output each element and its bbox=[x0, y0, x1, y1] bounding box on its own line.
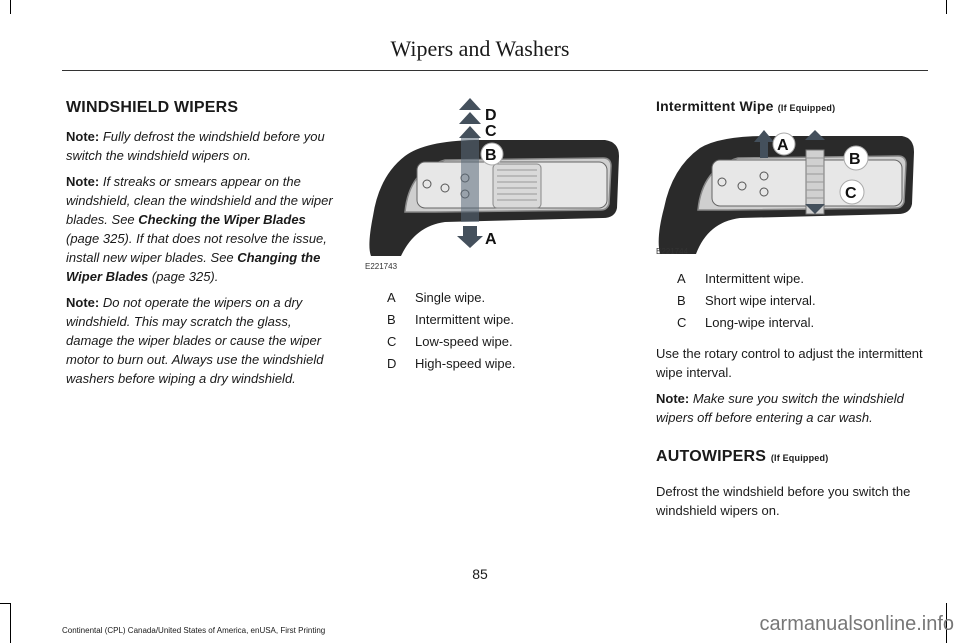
page-number: 85 bbox=[472, 566, 488, 582]
crop-mark bbox=[0, 603, 10, 604]
figure-code: E221744 bbox=[656, 247, 689, 256]
legend-row: A Single wipe. bbox=[387, 290, 486, 305]
section-heading: WINDSHIELD WIPERS bbox=[66, 99, 239, 116]
legend-row: C Long-wipe interval. bbox=[677, 315, 815, 330]
callout-a: A bbox=[485, 231, 497, 248]
callout-c: C bbox=[845, 185, 857, 202]
wiper-stalk-figure-2 bbox=[656, 128, 918, 258]
legend-row: D High-speed wipe. bbox=[387, 356, 516, 371]
callout-b: B bbox=[485, 147, 497, 164]
link-changing-wiper-blades[interactable]: Changing the Wiper Blades bbox=[66, 250, 321, 284]
figure2-legend bbox=[677, 271, 816, 337]
left-column bbox=[66, 98, 338, 395]
footer-text: Continental (CPL) Canada/United States of America, enUSA, First Printing bbox=[62, 626, 326, 635]
legend-row: B Short wipe interval. bbox=[677, 293, 816, 308]
callout-d: D bbox=[485, 107, 497, 124]
callout-a: A bbox=[777, 137, 789, 154]
note-3: Note: Do not operate the wipers on a dry windshield. This may scratch the glass, damage the wiper blades or cause the wiper motor to burn out. Always use the windshield washers before wiping a dry windshield. bbox=[66, 295, 324, 386]
crop-mark bbox=[10, 603, 11, 643]
legend-row: C Low-speed wipe. bbox=[387, 334, 513, 349]
intermittent-heading: Intermittent Wipe (If Equipped) bbox=[656, 98, 836, 114]
note-1: Note: Fully defrost the windshield before you switch the windshield wipers on. bbox=[66, 129, 325, 163]
rotary-paragraph: Use the rotary control to adjust the intermittent wipe interval. bbox=[656, 346, 923, 380]
legend-row: B Intermittent wipe. bbox=[387, 312, 514, 327]
link-checking-wiper-blades[interactable]: Checking the Wiper Blades bbox=[138, 212, 306, 227]
autowipers-paragraph: Defrost the windshield before you switch the windshield wipers on. bbox=[656, 484, 911, 518]
callout-c: C bbox=[485, 123, 497, 140]
right-column-text bbox=[656, 344, 928, 527]
figure1-legend bbox=[387, 290, 515, 378]
autowipers-heading: AUTOWIPERS (If Equipped) bbox=[656, 448, 829, 465]
note-2: Note: If streaks or smears appear on the windshield, clean the windshield and the wiper blades. See Checking the Wiper Blades (page 325). If that does not resolve the issue, install new wiper blades. See Changing the Wiper Blades (page 325). bbox=[66, 174, 333, 284]
page-title: Wipers and Washers bbox=[390, 36, 570, 61]
wiper-stalk-figure-1 bbox=[365, 96, 623, 272]
header-rule bbox=[62, 70, 928, 71]
crop-mark bbox=[10, 0, 11, 14]
note-car-wash: Note: Make sure you switch the windshield wipers off before entering a car wash. bbox=[656, 391, 904, 425]
figure-code: E221743 bbox=[365, 262, 398, 271]
crop-mark bbox=[946, 0, 947, 14]
callout-b: B bbox=[849, 151, 861, 168]
watermark: carmanualsonline.info bbox=[759, 613, 954, 635]
legend-row: A Intermittent wipe. bbox=[677, 271, 804, 286]
